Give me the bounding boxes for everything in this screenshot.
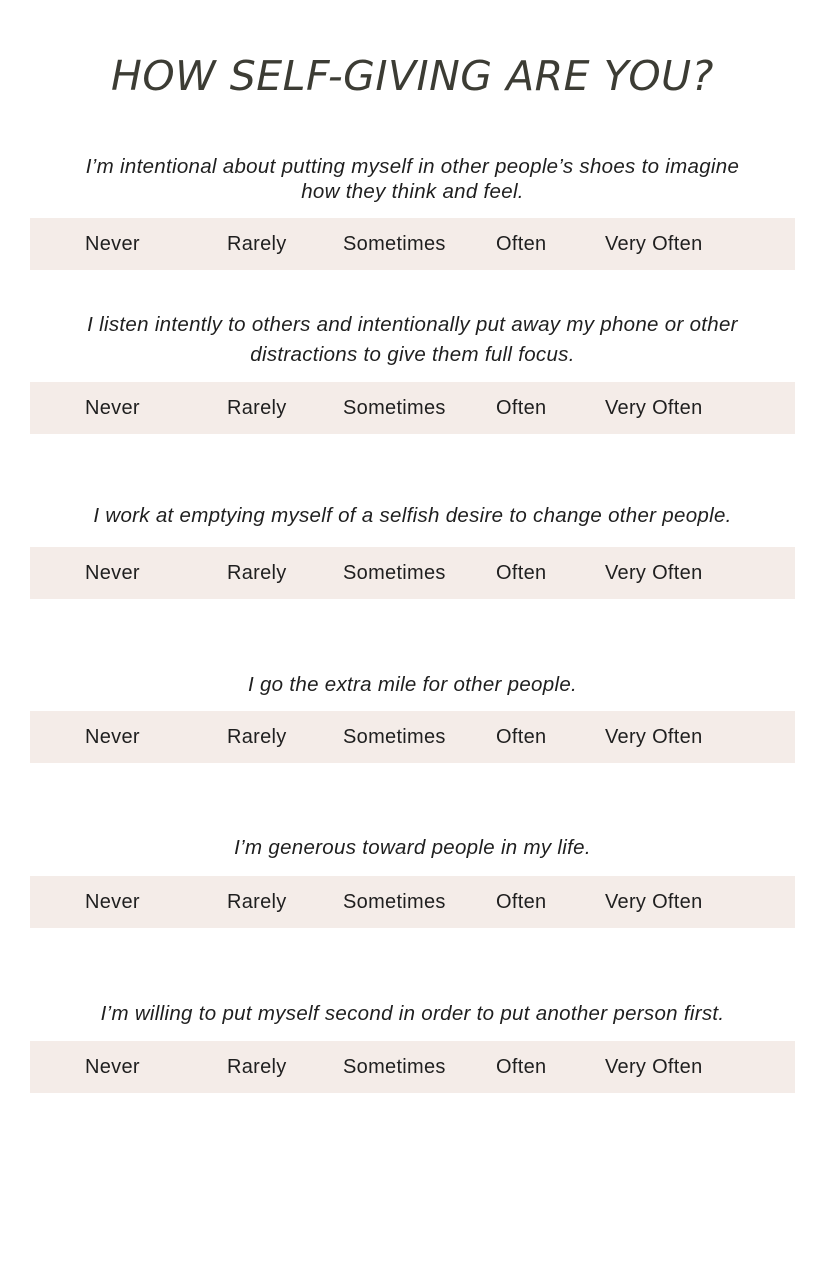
question-2 [30, 310, 795, 435]
option-sometimes[interactable]: Sometimes [343, 397, 446, 419]
option-very-often[interactable]: Very Often [605, 397, 703, 419]
question-text [30, 1000, 795, 1028]
option-rarely[interactable]: Rarely [227, 891, 287, 913]
option-never[interactable]: Never [85, 1056, 140, 1078]
question-line: I go the extra mile for other people. [247, 673, 578, 696]
question-text [30, 152, 795, 204]
option-often[interactable]: Often [496, 726, 547, 748]
question-text [30, 310, 795, 370]
question-1 [30, 152, 795, 270]
option-often[interactable]: Often [496, 1056, 547, 1078]
question-line: I work at emptying myself of a selfish desire to change other people. [93, 504, 732, 527]
option-never[interactable]: Never [85, 726, 140, 748]
option-rarely[interactable]: Rarely [227, 233, 287, 255]
option-sometimes[interactable]: Sometimes [343, 233, 446, 255]
response-scale [30, 1041, 795, 1093]
response-scale [30, 711, 795, 763]
question-line: I’m intentional about putting myself in other people’s shoes to imagine [85, 155, 740, 178]
response-scale [30, 547, 795, 599]
option-very-often[interactable]: Very Often [605, 891, 703, 913]
response-scale [30, 876, 795, 928]
question-text [30, 834, 795, 862]
option-never[interactable]: Never [85, 233, 140, 255]
option-very-often[interactable]: Very Often [605, 726, 703, 748]
question-line: I’m generous toward people in my life. [234, 836, 591, 859]
option-never[interactable]: Never [85, 562, 140, 584]
question-text [30, 502, 795, 530]
question-text [30, 671, 795, 699]
option-very-often[interactable]: Very Often [605, 1056, 703, 1078]
option-rarely[interactable]: Rarely [227, 397, 287, 419]
question-line: how they think and feel. [301, 180, 524, 203]
question-line: I’m willing to put myself second in order to put another person first. [100, 1002, 725, 1025]
question-line: I listen intently to others and intentionally put away my phone or other [87, 313, 738, 336]
option-sometimes[interactable]: Sometimes [343, 562, 446, 584]
page-title: HOW SELF-GIVING ARE YOU? [111, 52, 714, 100]
option-rarely[interactable]: Rarely [227, 562, 287, 584]
question-5 [30, 834, 795, 929]
option-sometimes[interactable]: Sometimes [343, 726, 446, 748]
option-sometimes[interactable]: Sometimes [343, 1056, 446, 1078]
question-line: distractions to give them full focus. [250, 343, 575, 366]
option-often[interactable]: Often [496, 562, 547, 584]
response-scale [30, 382, 795, 434]
option-very-often[interactable]: Very Often [605, 562, 703, 584]
question-6 [30, 1000, 795, 1093]
option-often[interactable]: Often [496, 397, 547, 419]
response-scale [30, 218, 795, 270]
option-often[interactable]: Often [496, 233, 547, 255]
question-3 [30, 502, 795, 600]
option-often[interactable]: Often [496, 891, 547, 913]
option-never[interactable]: Never [85, 397, 140, 419]
option-rarely[interactable]: Rarely [227, 1056, 287, 1078]
question-4 [30, 671, 795, 764]
option-sometimes[interactable]: Sometimes [343, 891, 446, 913]
option-very-often[interactable]: Very Often [605, 233, 703, 255]
option-never[interactable]: Never [85, 891, 140, 913]
option-rarely[interactable]: Rarely [227, 726, 287, 748]
